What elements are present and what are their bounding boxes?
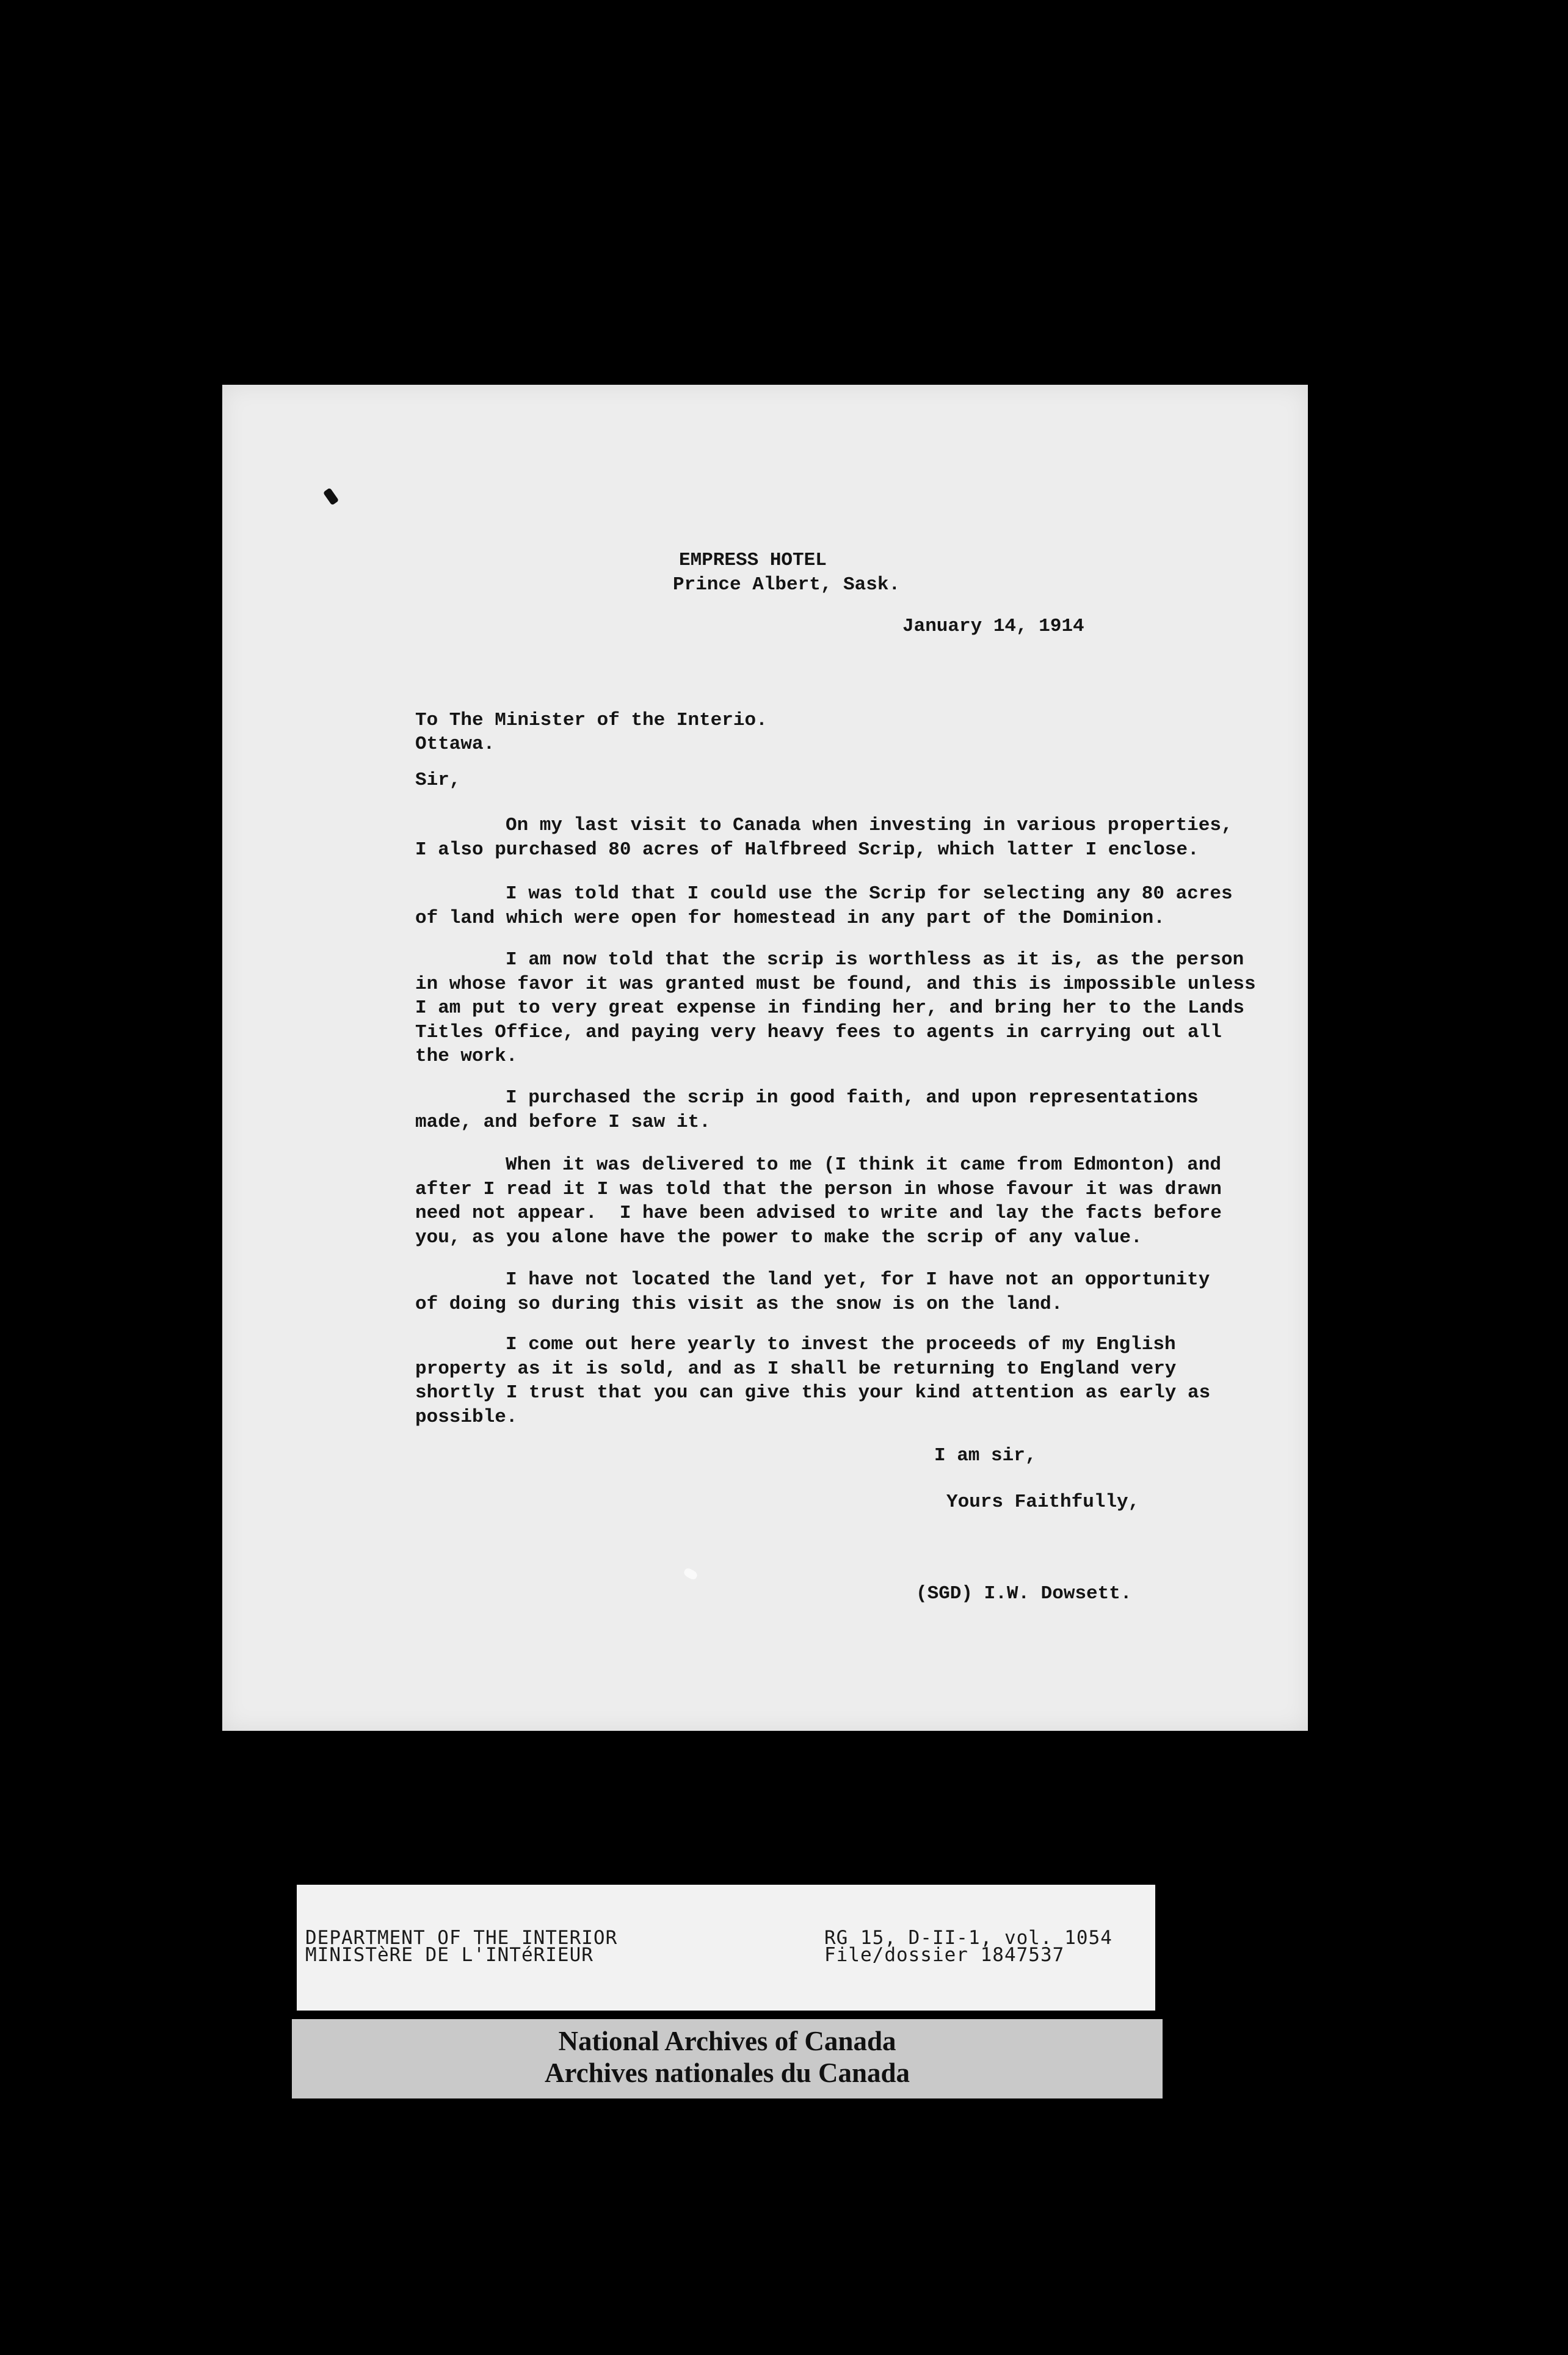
paragraph-line: need not appear. I have been advised to write and lay the facts before <box>415 1203 1222 1224</box>
archive-name-fr: Archives nationales du Canada <box>544 2058 910 2088</box>
paragraph-line: I purchased the scrip in good faith, and upon representations <box>506 1087 1199 1108</box>
letterhead-hotel: EMPRESS HOTEL <box>679 550 827 571</box>
record-group-reference: RG 15, D-II-1, vol. 1054 <box>824 1927 1112 1949</box>
paragraph-line: the work. <box>415 1046 518 1067</box>
recipient-line-1: To The Minister of the Interio. <box>415 710 768 731</box>
archive-name-en: National Archives of Canada <box>558 2026 896 2056</box>
file-number: File/dossier 1847537 <box>824 1944 1065 1966</box>
paragraph-line: I come out here yearly to invest the proceeds of my English <box>506 1334 1176 1355</box>
salutation: Sir, <box>415 770 461 791</box>
department-fr: MINISTèRE DE L'INTéRIEUR <box>305 1944 593 1966</box>
paragraph-5 <box>415 1153 1227 1250</box>
closing-line-2: Yours Faithfully, <box>946 1491 1140 1513</box>
paragraph-line: On my last visit to Canada when investing in various properties, <box>506 815 1233 836</box>
letter-date: January 14, 1914 <box>902 616 1084 637</box>
archive-reference-label <box>297 1885 1155 2011</box>
paragraph-line: after I read it I was told that the person in whose favour it was drawn <box>415 1178 1222 1200</box>
paragraph-line: made, and before I saw it. <box>415 1111 711 1133</box>
paragraph-line: I have not located the land yet, for I have not an opportunity <box>506 1269 1210 1290</box>
signature: (SGD) I.W. Dowsett. <box>916 1583 1132 1604</box>
paragraph-line: of land which were open for homestead in any part of the Dominion. <box>415 907 1165 929</box>
letter-page <box>222 385 1308 1731</box>
paragraph-3 <box>415 948 1256 1069</box>
paragraph-2 <box>415 882 1233 930</box>
paragraph-line: I am put to very great expense in finding her, and bring her to the Lands <box>415 997 1245 1019</box>
paragraph-line: in whose favor it was granted must be found, and this is impossible unless <box>415 973 1256 995</box>
paragraph-line: you, as you alone have the power to make the scrip of any value. <box>415 1226 1142 1248</box>
paragraph-4 <box>415 1086 1227 1134</box>
paragraph-line: shortly I trust that you can give this your kind attention as early as <box>415 1382 1211 1403</box>
paragraph-line: I was told that I could use the Scrip for selecting any 80 acres <box>506 883 1233 905</box>
letterhead-location: Prince Albert, Sask. <box>673 574 901 595</box>
paragraph-line: Titles Office, and paying very heavy fees to agents in carrying out all <box>415 1021 1222 1043</box>
paragraph-line: of doing so during this visit as the snow is on the land. <box>415 1293 1063 1315</box>
paragraph-line: possible. <box>415 1406 518 1428</box>
paragraph-6 <box>415 1268 1227 1316</box>
paragraph-line: When it was delivered to me (I think it came from Edmonton) and <box>506 1154 1221 1176</box>
paragraph-7 <box>415 1333 1227 1429</box>
paragraph-1 <box>415 814 1233 862</box>
paragraph-line: I am now told that the scrip is worthless as it is, as the person <box>506 949 1244 970</box>
closing-line-1: I am sir, <box>934 1445 1037 1466</box>
paragraph-line: I also purchased 80 acres of Halfbreed Scrip, which latter I enclose. <box>415 839 1199 861</box>
archive-banner <box>292 2019 1163 2098</box>
recipient-line-2: Ottawa. <box>415 733 495 755</box>
paragraph-line: property as it is sold, and as I shall be returning to England very <box>415 1358 1177 1380</box>
department-en: DEPARTMENT OF THE INTERIOR <box>305 1927 618 1949</box>
